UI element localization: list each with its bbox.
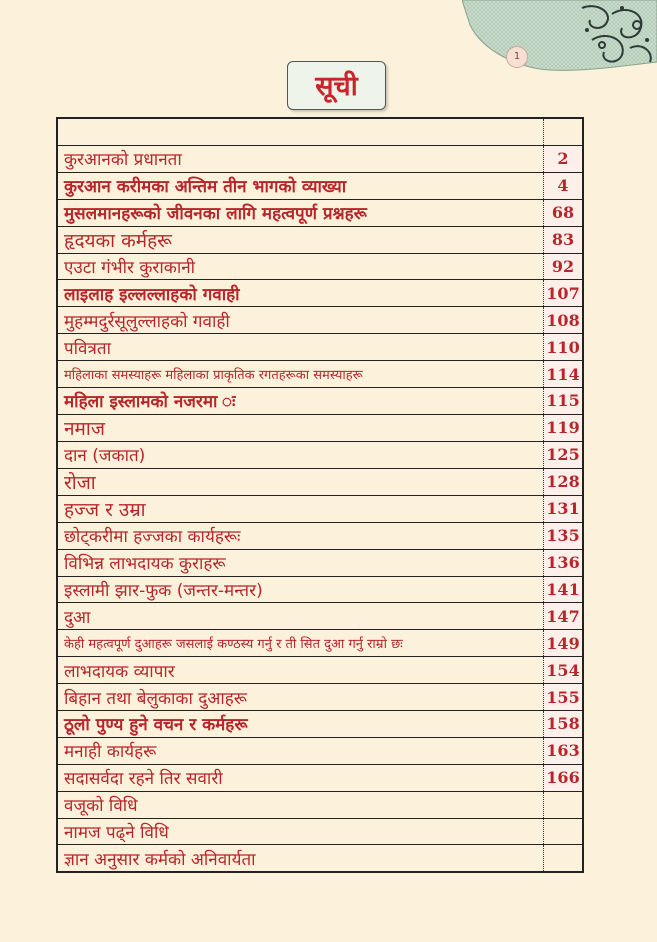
table-of-contents [56, 117, 584, 873]
toc-row [57, 549, 583, 576]
toc-entry-page: 115 [544, 388, 584, 415]
toc-entry-page: 114 [544, 361, 584, 388]
toc-entry-page: 135 [544, 522, 584, 549]
toc-row [57, 845, 583, 872]
toc-entry-title: विभिन्न लाभदायक कुराहरू [57, 549, 544, 576]
toc-row [57, 414, 583, 441]
toc-row [57, 118, 583, 145]
toc-entry-title: छोट्करीमा हज्जका कार्यहरूः [57, 522, 544, 549]
toc-row [57, 388, 583, 415]
toc-entry-page: 2 [544, 145, 584, 172]
toc-entry-page: 141 [544, 576, 584, 603]
toc-entry-page: 83 [544, 226, 584, 253]
toc-entry-title: मनाही कार्यहरू [57, 737, 544, 764]
toc-entry-page: 107 [544, 280, 584, 307]
toc-entry-page: 154 [544, 657, 584, 684]
toc-entry-page: 131 [544, 495, 584, 522]
toc-entry-title: लाभदायक व्यापार [57, 657, 544, 684]
toc-row [57, 603, 583, 630]
toc-entry-title: ठूलो पुण्य हुने वचन र कर्महरू [57, 711, 544, 738]
toc-entry-title: हृदयका कर्महरू [57, 226, 544, 253]
toc-row [57, 253, 583, 280]
toc-entry-title: इस्लामी झार-फुक (जन्तर-मन्तर) [57, 576, 544, 603]
toc-entry-title: नमाज [57, 414, 544, 441]
toc-entry-page: 92 [544, 253, 584, 280]
toc-entry-title: नामज पढ्ने विधि [57, 818, 544, 845]
toc-row [57, 334, 583, 361]
toc-entry-page: 136 [544, 549, 584, 576]
toc-entry-page: 147 [544, 603, 584, 630]
toc-entry-title: बिहान तथा बेलुकाका दुआहरू [57, 684, 544, 711]
toc-row [57, 818, 583, 845]
toc-entry-page: 4 [544, 172, 584, 199]
toc-entry-page: 128 [544, 468, 584, 495]
toc-entry-title: मुहम्मदुर्रसूलुल्लाहको गवाही [57, 307, 544, 334]
toc-row [57, 226, 583, 253]
toc-entry-title: महिलाका समस्याहरू महिलाका प्राकृतिक रगतहरूका समस्याहरू [57, 361, 544, 388]
toc-entry-title: वजूको विधि [57, 791, 544, 818]
toc-row [57, 172, 583, 199]
toc-entry-title: एउटा गंभीर कुराकानी [57, 253, 544, 280]
toc-entry-title: दान (जकात) [57, 441, 544, 468]
toc-row [57, 684, 583, 711]
toc-entry-page: 108 [544, 307, 584, 334]
toc-entry-page: 125 [544, 441, 584, 468]
toc-row [57, 361, 583, 388]
toc-entry-title: लाइलाह इल्लल्लाहको गवाही [57, 280, 544, 307]
toc-entry-page [544, 845, 584, 872]
toc-entry-page [544, 791, 584, 818]
toc-entry-title: महिला इस्लामको नजरमा ः [57, 388, 544, 415]
toc-entry-page [544, 118, 584, 145]
toc-entry-title: दुआ [57, 603, 544, 630]
toc-row [57, 441, 583, 468]
toc-entry-title: हज्ज र उम्रा [57, 495, 544, 522]
toc-entry-title: ज्ञान अनुसार कर्मको अनिवार्यता [57, 845, 544, 872]
toc-entry-page: 149 [544, 630, 584, 657]
toc-row [57, 711, 583, 738]
toc-entry-page: 119 [544, 414, 584, 441]
toc-row [57, 657, 583, 684]
toc-entry-title: कुरआन करीमका अन्तिम तीन भागको व्याख्या [57, 172, 544, 199]
toc-entry-page [544, 818, 584, 845]
toc-row [57, 280, 583, 307]
toc-row [57, 495, 583, 522]
toc-entry-title: सदासर्वदा रहने तिर सवारी [57, 764, 544, 791]
toc-row [57, 468, 583, 495]
toc-entry-title: कुरआनको प्रधानता [57, 145, 544, 172]
page-title: सूची [287, 61, 386, 110]
toc-row [57, 199, 583, 226]
page-number-badge: 1 [506, 46, 528, 68]
toc-row [57, 764, 583, 791]
toc-row [57, 791, 583, 818]
toc-entry-title: पवित्रता [57, 334, 544, 361]
toc-entry-page: 68 [544, 199, 584, 226]
toc-entry-page: 110 [544, 334, 584, 361]
toc-entry-page: 155 [544, 684, 584, 711]
toc-row [57, 630, 583, 657]
toc-row [57, 737, 583, 764]
toc-entry-title: केही महत्वपूर्ण दुआहरू जसलाई कण्ठस्य गर्नु र ती सित दुआ गर्नु राम्रो छः [57, 630, 544, 657]
toc-row [57, 576, 583, 603]
toc-entry-page: 158 [544, 711, 584, 738]
toc-entry-page: 166 [544, 764, 584, 791]
toc-entry-page: 163 [544, 737, 584, 764]
toc-row [57, 522, 583, 549]
toc-row [57, 307, 583, 334]
toc-entry-title [57, 118, 544, 145]
toc-entry-title: मुसलमानहरूको जीवनका लागि महत्वपूर्ण प्रश्नहरू [57, 199, 544, 226]
toc-entry-title: रोजा [57, 468, 544, 495]
toc-row [57, 145, 583, 172]
floral-corner-decoration [462, 0, 657, 82]
